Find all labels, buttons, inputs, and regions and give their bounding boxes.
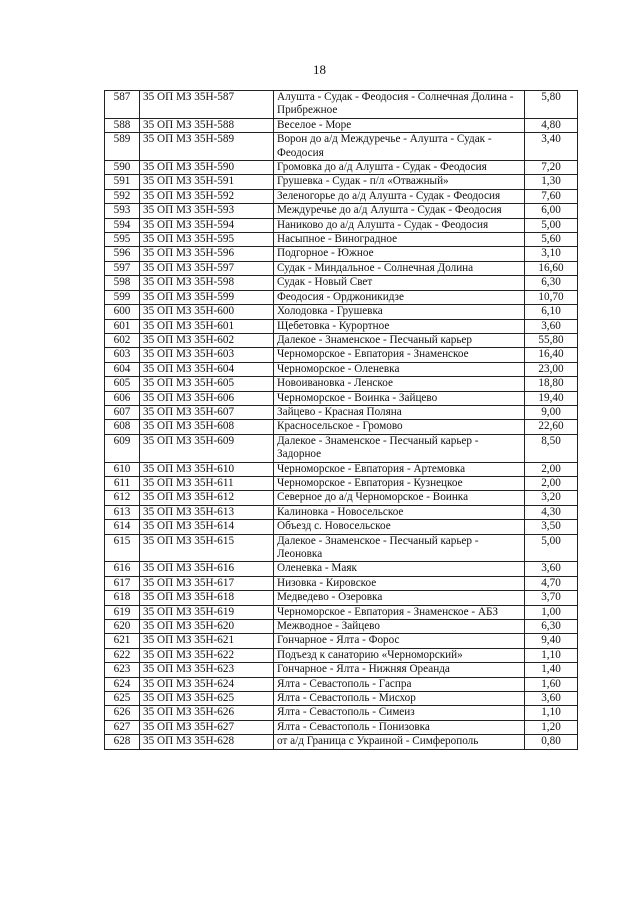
road-length-cell: 3,60: [525, 319, 578, 333]
road-name-cell: Феодосия - Орджоникидзе: [274, 290, 525, 304]
row-number-cell: 591: [105, 175, 140, 189]
road-name-cell: Зайцево - Красная Поляна: [274, 405, 525, 419]
table-row: [105, 333, 578, 347]
road-name-cell: Черноморское - Оленевка: [274, 362, 525, 376]
road-length-cell: 3,20: [525, 491, 578, 505]
road-length-cell: 7,20: [525, 161, 578, 175]
road-length-cell: 3,70: [525, 591, 578, 605]
row-number-cell: 607: [105, 405, 140, 419]
road-name-cell: Громовка до а/д Алушта - Судак - Феодосия: [274, 161, 525, 175]
roads-table: [104, 90, 578, 750]
road-length-cell: 1,10: [525, 648, 578, 662]
road-code-cell: 35 ОП МЗ 35Н-603: [140, 348, 274, 362]
road-code-cell: 35 ОП МЗ 35Н-588: [140, 118, 274, 132]
road-code-cell: 35 ОП МЗ 35Н-604: [140, 362, 274, 376]
row-number-cell: 604: [105, 362, 140, 376]
row-number-cell: 598: [105, 276, 140, 290]
road-code-cell: 35 ОП МЗ 35Н-616: [140, 562, 274, 576]
table-row: [105, 305, 578, 319]
road-code-cell: 35 ОП МЗ 35Н-609: [140, 434, 274, 462]
road-name-cell: Наниково до а/д Алушта - Судак - Феодосия: [274, 218, 525, 232]
row-number-cell: 625: [105, 692, 140, 706]
road-code-cell: 35 ОП МЗ 35Н-613: [140, 505, 274, 519]
road-name-cell: Калиновка - Новосельское: [274, 505, 525, 519]
road-name-cell: Новоивановка - Ленское: [274, 377, 525, 391]
road-code-cell: 35 ОП МЗ 35Н-600: [140, 305, 274, 319]
road-code-cell: 35 ОП МЗ 35Н-619: [140, 605, 274, 619]
table-row: [105, 634, 578, 648]
table-row: [105, 261, 578, 275]
road-code-cell: 35 ОП МЗ 35Н-610: [140, 462, 274, 476]
road-name-cell: Оленевка - Маяк: [274, 562, 525, 576]
row-number-cell: 611: [105, 476, 140, 490]
table-row: [105, 505, 578, 519]
row-number-cell: 603: [105, 348, 140, 362]
road-length-cell: 5,80: [525, 91, 578, 119]
table-row: [105, 91, 578, 119]
row-number-cell: 628: [105, 735, 140, 749]
road-length-cell: 3,10: [525, 247, 578, 261]
road-name-cell: Веселое - Море: [274, 118, 525, 132]
road-code-cell: 35 ОП МЗ 35Н-592: [140, 189, 274, 203]
table-row: [105, 161, 578, 175]
table-row: [105, 462, 578, 476]
road-length-cell: 19,40: [525, 391, 578, 405]
road-code-cell: 35 ОП МЗ 35Н-618: [140, 591, 274, 605]
table-row: [105, 720, 578, 734]
road-code-cell: 35 ОП МЗ 35Н-605: [140, 377, 274, 391]
road-length-cell: 55,80: [525, 333, 578, 347]
road-code-cell: 35 ОП МЗ 35Н-587: [140, 91, 274, 119]
road-name-cell: Медведево - Озеровка: [274, 591, 525, 605]
road-name-cell: Гончарное - Ялта - Форос: [274, 634, 525, 648]
road-length-cell: 6,30: [525, 620, 578, 634]
road-length-cell: 3,60: [525, 562, 578, 576]
table-row: [105, 677, 578, 691]
road-length-cell: 4,70: [525, 576, 578, 590]
road-length-cell: 9,40: [525, 634, 578, 648]
road-name-cell: Ворон до а/д Междуречье - Алушта - Судак - Феодосия: [274, 133, 525, 161]
row-number-cell: 612: [105, 491, 140, 505]
row-number-cell: 587: [105, 91, 140, 119]
row-number-cell: 626: [105, 706, 140, 720]
row-number-cell: 594: [105, 218, 140, 232]
row-number-cell: 605: [105, 377, 140, 391]
road-code-cell: 35 ОП МЗ 35Н-628: [140, 735, 274, 749]
road-name-cell: Судак - Миндальное - Солнечная Долина: [274, 261, 525, 275]
road-name-cell: Зеленогорье до а/д Алушта - Судак - Феодосия: [274, 189, 525, 203]
table-row: [105, 247, 578, 261]
road-code-cell: 35 ОП МЗ 35Н-621: [140, 634, 274, 648]
table-row: [105, 218, 578, 232]
road-length-cell: 1,10: [525, 706, 578, 720]
road-code-cell: 35 ОП МЗ 35Н-596: [140, 247, 274, 261]
road-length-cell: 1,30: [525, 175, 578, 189]
road-length-cell: 2,00: [525, 476, 578, 490]
table-row: [105, 420, 578, 434]
road-name-cell: Щебетовка - Курортное: [274, 319, 525, 333]
row-number-cell: 615: [105, 534, 140, 562]
road-length-cell: 0,80: [525, 735, 578, 749]
row-number-cell: 608: [105, 420, 140, 434]
road-code-cell: 35 ОП МЗ 35Н-614: [140, 520, 274, 534]
row-number-cell: 614: [105, 520, 140, 534]
road-name-cell: Низовка - Кировское: [274, 576, 525, 590]
road-length-cell: 5,60: [525, 233, 578, 247]
road-code-cell: 35 ОП МЗ 35Н-594: [140, 218, 274, 232]
table-row: [105, 362, 578, 376]
row-number-cell: 588: [105, 118, 140, 132]
road-code-cell: 35 ОП МЗ 35Н-617: [140, 576, 274, 590]
table-row: [105, 204, 578, 218]
road-length-cell: 16,60: [525, 261, 578, 275]
road-name-cell: Подгорное - Южное: [274, 247, 525, 261]
road-length-cell: 22,60: [525, 420, 578, 434]
row-number-cell: 606: [105, 391, 140, 405]
road-length-cell: 5,00: [525, 218, 578, 232]
road-length-cell: 3,50: [525, 520, 578, 534]
table-row: [105, 692, 578, 706]
road-name-cell: Объезд с. Новосельское: [274, 520, 525, 534]
road-name-cell: Холодовка - Грушевка: [274, 305, 525, 319]
row-number-cell: 619: [105, 605, 140, 619]
row-number-cell: 622: [105, 648, 140, 662]
road-length-cell: 6,30: [525, 276, 578, 290]
road-length-cell: 3,40: [525, 133, 578, 161]
table-row: [105, 391, 578, 405]
table-row: [105, 405, 578, 419]
road-length-cell: 4,80: [525, 118, 578, 132]
row-number-cell: 590: [105, 161, 140, 175]
road-length-cell: 5,00: [525, 534, 578, 562]
road-code-cell: 35 ОП МЗ 35Н-622: [140, 648, 274, 662]
road-length-cell: 4,30: [525, 505, 578, 519]
road-code-cell: 35 ОП МЗ 35Н-597: [140, 261, 274, 275]
table-row: [105, 377, 578, 391]
road-name-cell: Гончарное - Ялта - Нижняя Ореанда: [274, 663, 525, 677]
table-row: [105, 189, 578, 203]
road-length-cell: 6,00: [525, 204, 578, 218]
road-name-cell: Северное до а/д Черноморское - Воинка: [274, 491, 525, 505]
road-code-cell: 35 ОП МЗ 35Н-590: [140, 161, 274, 175]
table-row: [105, 648, 578, 662]
road-length-cell: 1,20: [525, 720, 578, 734]
row-number-cell: 624: [105, 677, 140, 691]
table-row: [105, 620, 578, 634]
table-row: [105, 476, 578, 490]
road-code-cell: 35 ОП МЗ 35Н-602: [140, 333, 274, 347]
road-name-cell: Далекое - Знаменское - Песчаный карьер - Леоновка: [274, 534, 525, 562]
road-code-cell: 35 ОП МЗ 35Н-606: [140, 391, 274, 405]
road-name-cell: Далекое - Знаменское - Песчаный карьер: [274, 333, 525, 347]
table-row: [105, 534, 578, 562]
row-number-cell: 600: [105, 305, 140, 319]
road-code-cell: 35 ОП МЗ 35Н-612: [140, 491, 274, 505]
table-row: [105, 576, 578, 590]
road-name-cell: Ялта - Севастополь - Симеиз: [274, 706, 525, 720]
road-code-cell: 35 ОП МЗ 35Н-620: [140, 620, 274, 634]
road-code-cell: 35 ОП МЗ 35Н-589: [140, 133, 274, 161]
road-length-cell: 23,00: [525, 362, 578, 376]
road-code-cell: 35 ОП МЗ 35Н-627: [140, 720, 274, 734]
table-row: [105, 233, 578, 247]
row-number-cell: 627: [105, 720, 140, 734]
row-number-cell: 613: [105, 505, 140, 519]
road-name-cell: Ялта - Севастополь - Гаспра: [274, 677, 525, 691]
road-name-cell: Далекое - Знаменское - Песчаный карьер - Задорное: [274, 434, 525, 462]
row-number-cell: 593: [105, 204, 140, 218]
road-length-cell: 16,40: [525, 348, 578, 362]
road-code-cell: 35 ОП МЗ 35Н-591: [140, 175, 274, 189]
row-number-cell: 618: [105, 591, 140, 605]
road-name-cell: Черноморское - Воинка - Зайцево: [274, 391, 525, 405]
road-code-cell: 35 ОП МЗ 35Н-626: [140, 706, 274, 720]
table-row: [105, 290, 578, 304]
road-code-cell: 35 ОП МЗ 35Н-598: [140, 276, 274, 290]
road-code-cell: 35 ОП МЗ 35Н-623: [140, 663, 274, 677]
row-number-cell: 597: [105, 261, 140, 275]
table-row: [105, 591, 578, 605]
road-name-cell: Междуречье до а/д Алушта - Судак - Феодосия: [274, 204, 525, 218]
road-length-cell: 3,60: [525, 692, 578, 706]
road-code-cell: 35 ОП МЗ 35Н-607: [140, 405, 274, 419]
table-row: [105, 520, 578, 534]
road-name-cell: Ялта - Севастополь - Понизовка: [274, 720, 525, 734]
road-name-cell: Черноморское - Евпатория - Артемовка: [274, 462, 525, 476]
road-length-cell: 1,40: [525, 663, 578, 677]
page-number: 18: [313, 62, 326, 77]
road-name-cell: Судак - Новый Свет: [274, 276, 525, 290]
table-row: [105, 348, 578, 362]
road-code-cell: 35 ОП МЗ 35Н-608: [140, 420, 274, 434]
road-name-cell: Алушта - Судак - Феодосия - Солнечная Долина - Прибрежное: [274, 91, 525, 119]
road-name-cell: Подъезд к санаторию «Черноморский»: [274, 648, 525, 662]
road-length-cell: 7,60: [525, 189, 578, 203]
road-length-cell: 10,70: [525, 290, 578, 304]
row-number-cell: 620: [105, 620, 140, 634]
row-number-cell: 623: [105, 663, 140, 677]
table-row: [105, 605, 578, 619]
table-row: [105, 562, 578, 576]
table-row: [105, 706, 578, 720]
road-code-cell: 35 ОП МЗ 35Н-625: [140, 692, 274, 706]
road-name-cell: Межводное - Зайцево: [274, 620, 525, 634]
table-row: [105, 319, 578, 333]
road-code-cell: 35 ОП МЗ 35Н-624: [140, 677, 274, 691]
road-name-cell: Грушевка - Судак - п/л «Отважный»: [274, 175, 525, 189]
table-row: [105, 735, 578, 749]
table-row: [105, 118, 578, 132]
roads-table-body: [105, 91, 578, 750]
row-number-cell: 596: [105, 247, 140, 261]
table-row: [105, 276, 578, 290]
table-row: [105, 175, 578, 189]
road-length-cell: 8,50: [525, 434, 578, 462]
road-length-cell: 1,00: [525, 605, 578, 619]
road-code-cell: 35 ОП МЗ 35Н-593: [140, 204, 274, 218]
road-name-cell: Насыпное - Виноградное: [274, 233, 525, 247]
road-code-cell: 35 ОП МЗ 35Н-615: [140, 534, 274, 562]
road-name-cell: Ялта - Севастополь - Мисхор: [274, 692, 525, 706]
road-name-cell: от а/д Граница с Украиной - Симферополь: [274, 735, 525, 749]
row-number-cell: 601: [105, 319, 140, 333]
table-row: [105, 434, 578, 462]
row-number-cell: 617: [105, 576, 140, 590]
road-code-cell: 35 ОП МЗ 35Н-611: [140, 476, 274, 490]
road-length-cell: 1,60: [525, 677, 578, 691]
road-length-cell: 6,10: [525, 305, 578, 319]
row-number-cell: 602: [105, 333, 140, 347]
road-length-cell: 2,00: [525, 462, 578, 476]
table-row: [105, 663, 578, 677]
road-length-cell: 9,00: [525, 405, 578, 419]
row-number-cell: 599: [105, 290, 140, 304]
row-number-cell: 621: [105, 634, 140, 648]
row-number-cell: 595: [105, 233, 140, 247]
road-name-cell: Черноморское - Евпатория - Знаменское - АБЗ: [274, 605, 525, 619]
row-number-cell: 616: [105, 562, 140, 576]
road-code-cell: 35 ОП МЗ 35Н-601: [140, 319, 274, 333]
road-code-cell: 35 ОП МЗ 35Н-599: [140, 290, 274, 304]
row-number-cell: 610: [105, 462, 140, 476]
road-length-cell: 18,80: [525, 377, 578, 391]
table-row: [105, 491, 578, 505]
road-name-cell: Красносельское - Громово: [274, 420, 525, 434]
row-number-cell: 609: [105, 434, 140, 462]
row-number-cell: 589: [105, 133, 140, 161]
road-name-cell: Черноморское - Евпатория - Знаменское: [274, 348, 525, 362]
row-number-cell: 592: [105, 189, 140, 203]
road-code-cell: 35 ОП МЗ 35Н-595: [140, 233, 274, 247]
table-row: [105, 133, 578, 161]
road-name-cell: Черноморское - Евпатория - Кузнецкое: [274, 476, 525, 490]
